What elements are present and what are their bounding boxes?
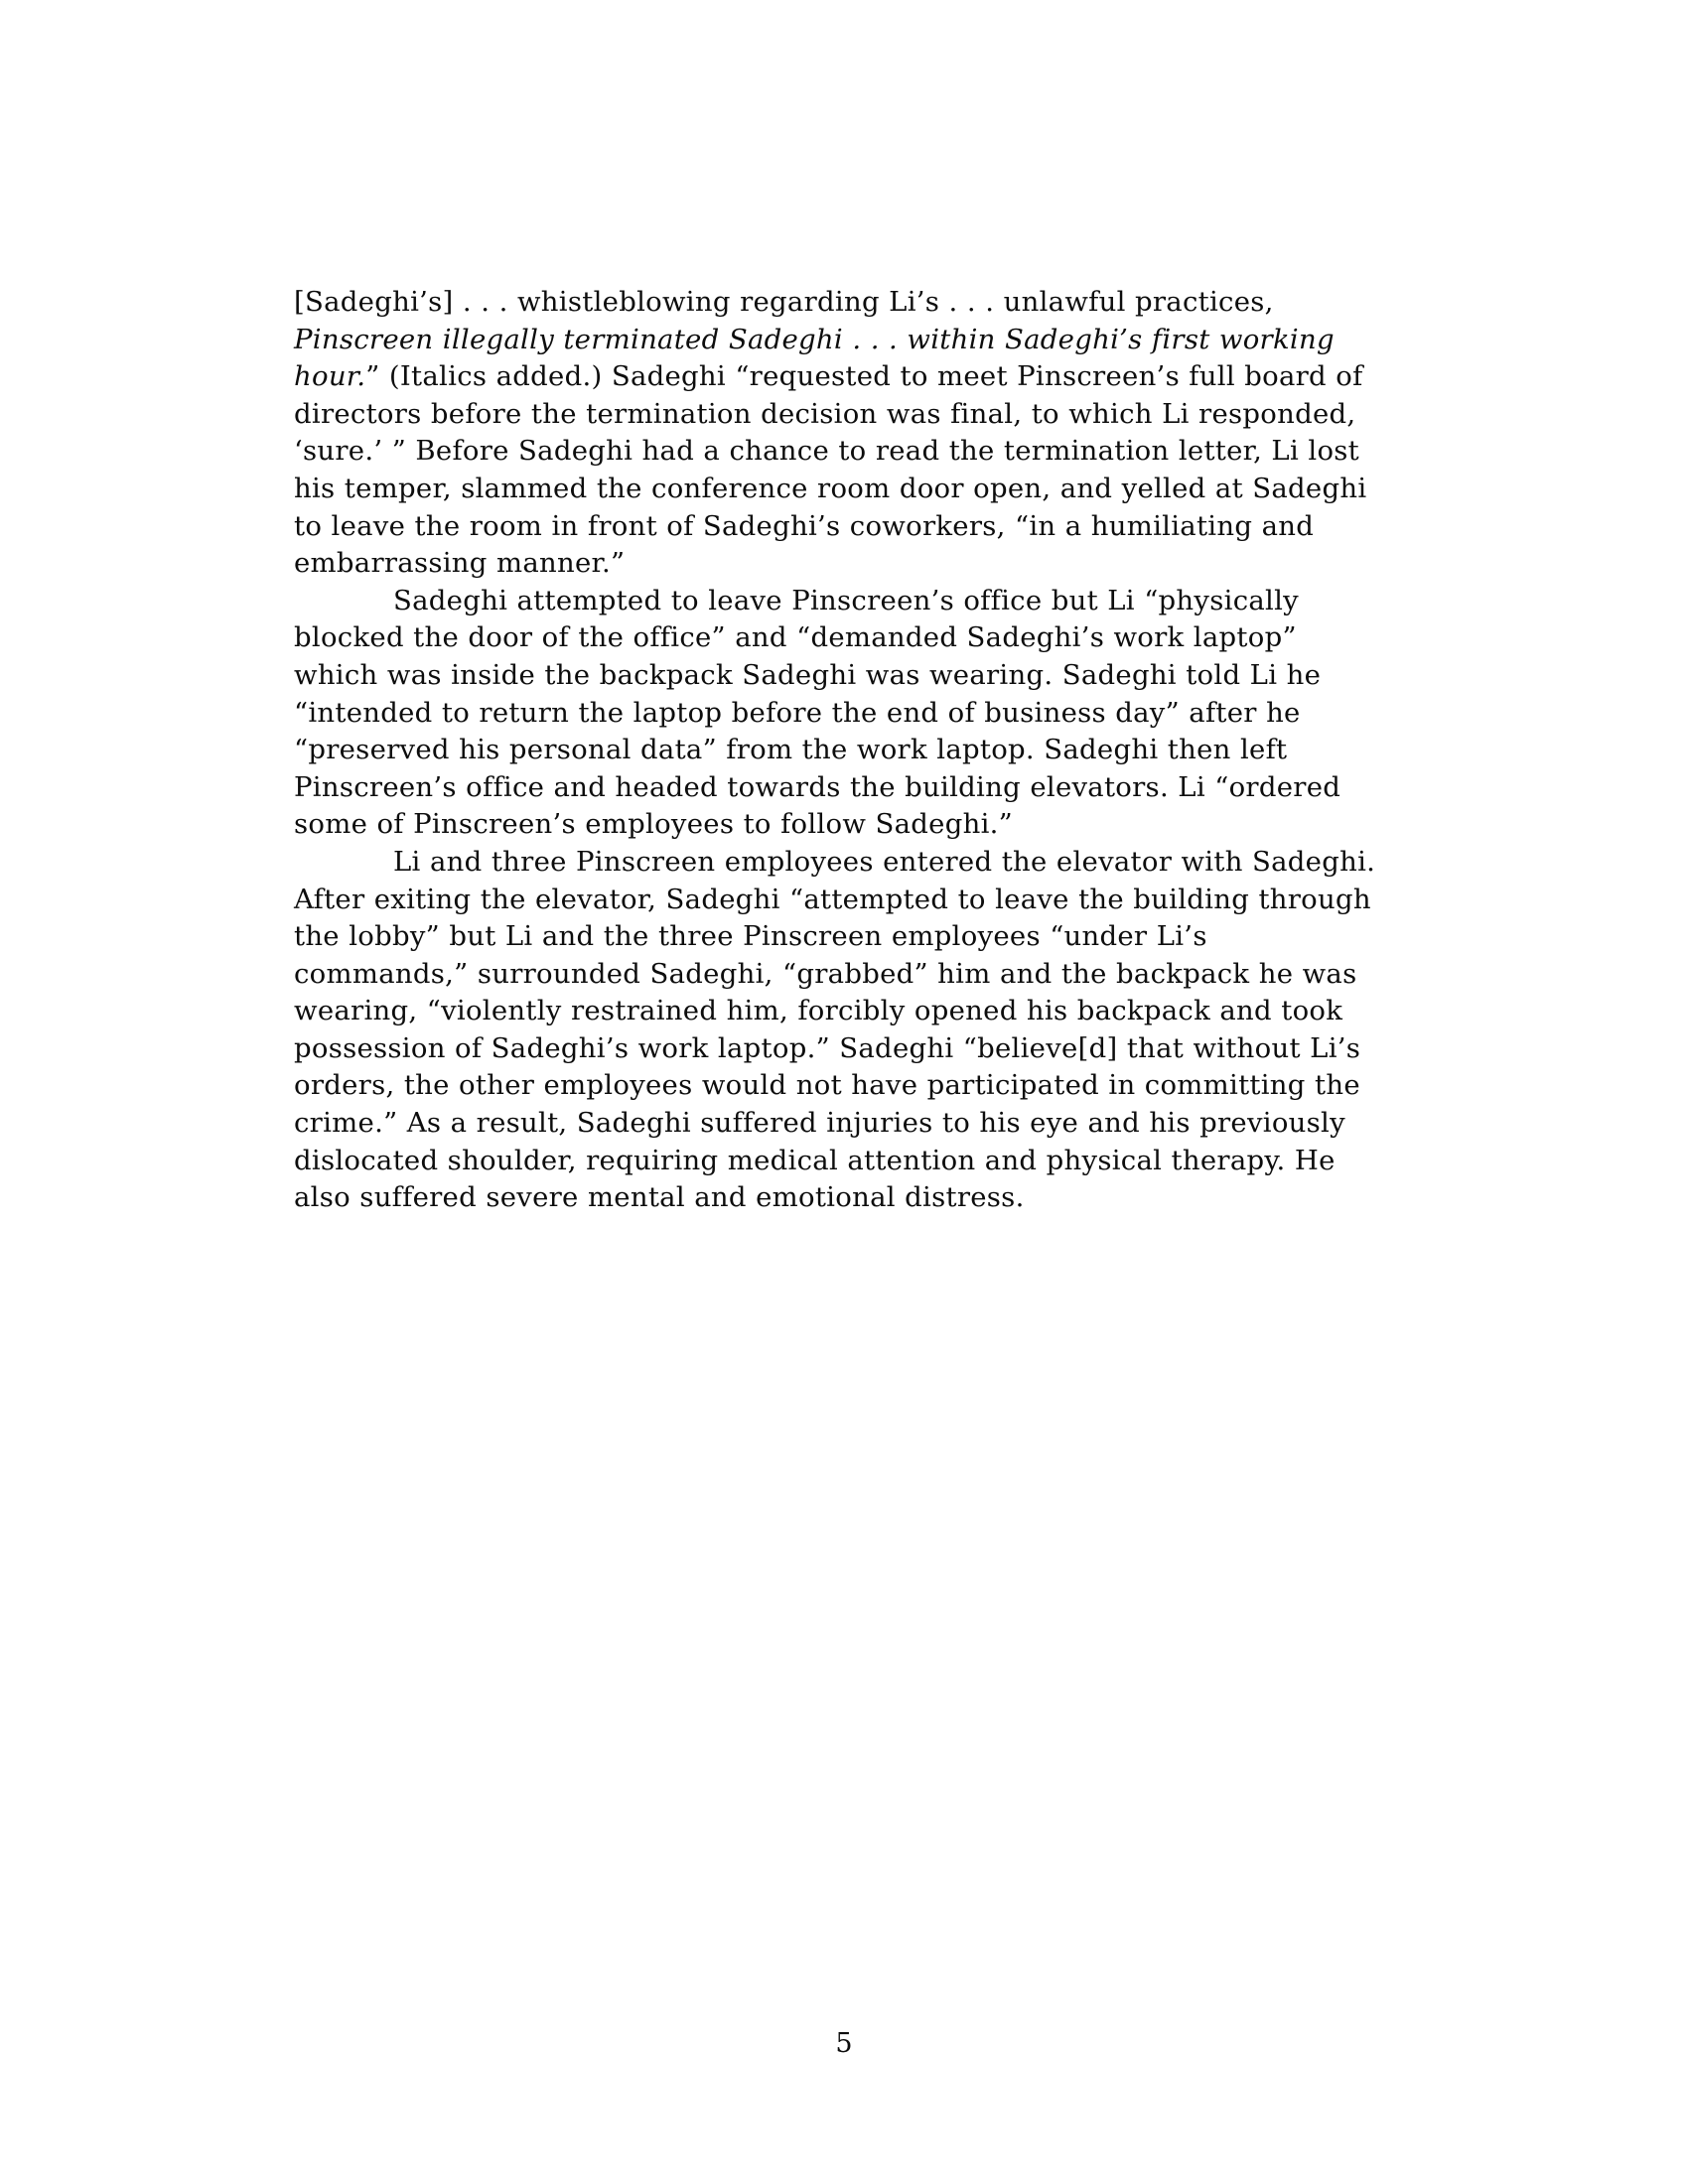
page-number: 5 (835, 2028, 853, 2059)
text-run: Li and three Pinscreen employees entered the elevator with Sadeghi. After exiting the elevator, Sadeghi “attempted to leave the building through the lobby” but Li and the three Pinscreen employees “under Li’s commands,” surrounded Sadeghi, “grabbed” him and the backpack he was wearing, “violently restrained him, forcibly opened his backpack and took possession of Sadeghi’s work laptop.” Sadeghi “believe[d] that without Li’s orders, the other employees would not have participated in committing the crime.” As a result, Sadeghi suffered injuries to his eye and his previously dislocated shoulder, requiring medical attention and physical therapy. He also suffered severe mental and emotional distress. (294, 845, 1376, 1214)
text-run: [Sadeghi’s] . . . whistleblowing regarding Li’s . . . unlawful practices, (294, 286, 1274, 318)
body-paragraph (294, 844, 1384, 1217)
document-body (294, 284, 1384, 1217)
body-paragraph (294, 284, 1384, 583)
body-paragraph (294, 583, 1384, 844)
text-run: ” (Italics added.) Sadeghi “requested to meet Pinscreen’s full board of directors before the termination decision was final, to which Li responded, ‘sure.’ ” Before Sadeghi had a chance to read the termination letter, Li lost his temper, slammed the conference room door open, and yelled at Sadeghi to leave the room in front of Sadeghi’s coworkers, “in a humiliating and embarrassing manner.” (294, 360, 1367, 580)
italic-text-run: Pinscreen illegally terminated Sadeghi . . . within Sadeghi’s first working hour. (294, 323, 1335, 393)
text-run: Sadeghi attempted to leave Pinscreen’s office but Li “physically blocked the door of the office” and “demanded Sadeghi’s work laptop” which was inside the backpack Sadeghi was wearing. Sadeghi told Li he “intended to return the laptop before the end of business day” after he “preserved his personal data” from the work laptop. Sadeghi then left Pinscreen’s office and headed towards the building elevators. Li “ordered some of Pinscreen’s employees to follow Sadeghi.” (294, 584, 1341, 841)
